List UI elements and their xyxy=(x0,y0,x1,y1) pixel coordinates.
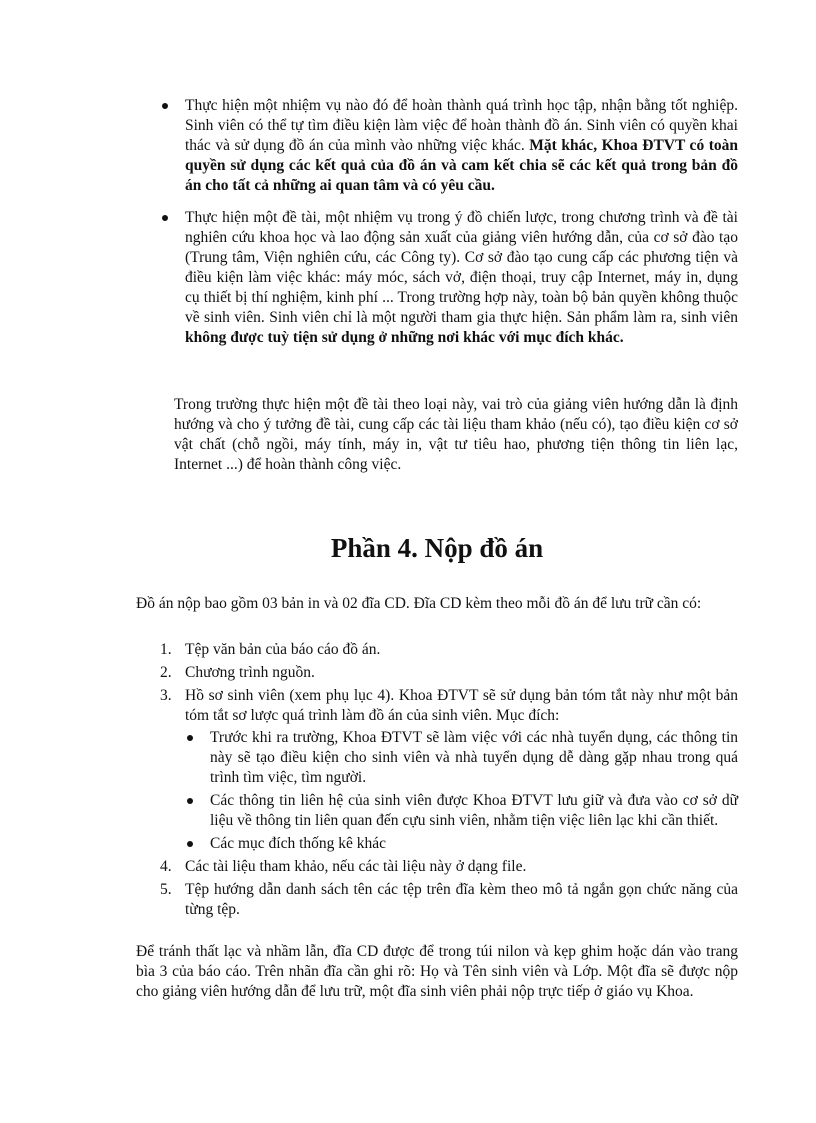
item-number: 5. xyxy=(160,881,172,898)
item-number: 1. xyxy=(160,641,172,658)
item-text: Tệp văn bản của báo cáo đồ án. xyxy=(185,641,381,658)
item-text: Hồ sơ sinh viên (xem phụ lục 4). Khoa ĐTVT sẽ sử dụng bản tóm tắt này như một bản tóm tắt sơ lược quá trình làm đồ án của sinh viên. Mục đích: xyxy=(185,687,738,724)
section-title: Phần 4. Nộp đồ án xyxy=(330,533,544,563)
bullet-dot-icon xyxy=(187,798,193,804)
item-number: 4. xyxy=(160,858,172,875)
sub-bullet-text: Các thông tin liên hệ của sinh viên được Khoa ĐTVT lưu giữ và đưa vào cơ sở dữ liệu về thông tin liên quan đến cựu sinh viên, nhằm tiện việc liên lạc khi cần thiết. xyxy=(210,792,738,829)
bullet-text: Thực hiện một nhiệm vụ nào đó để hoàn thành quá trình học tập, nhận bằng tốt nghiệp. Sinh viên có thể tự tìm điều kiện làm việc để hoàn thành đồ án. Sinh viên có quyền khai thác và sử dụng đồ án của mình vào những việc khác. xyxy=(185,97,738,154)
item-number: 3. xyxy=(160,687,172,704)
closing-paragraph: Để tránh thất lạc và nhầm lẫn, đĩa CD được để trong túi nilon và kẹp ghim hoặc dán vào trang bìa 3 của báo cáo. Trên nhãn đĩa cần ghi rõ: Họ và Tên sinh viên và Lớp. Một đĩa sẽ được nộp cho giảng viên hướng dẫn để lưu trữ, một đĩa sinh viên phải nộp trực tiếp ở giáo vụ Khoa. xyxy=(136,943,738,1000)
bullet-bold-text: không được tuỳ tiện sử dụng ở những nơi khác với mục đích khác. xyxy=(185,329,624,346)
item-text: Chương trình nguồn. xyxy=(185,664,315,681)
numbered-item xyxy=(160,686,738,854)
sub-bullet-text: Trước khi ra trường, Khoa ĐTVT sẽ làm việc với các nhà tuyển dụng, các thông tin này sẽ tạo điều kiện cho sinh viên và nhà tuyển dụng dễ dàng gặp nhau trong quá trình tìm việc, tìm người. xyxy=(210,729,738,786)
numbered-item xyxy=(160,663,738,683)
item-text: Tệp hướng dẫn danh sách tên các tệp trên đĩa kèm theo mô tả ngắn gọn chức năng của từng tệp. xyxy=(185,881,738,918)
purpose-sub-list xyxy=(185,728,738,854)
rights-bullet-list xyxy=(160,96,738,360)
bullet-item xyxy=(160,96,738,196)
item-number: 2. xyxy=(160,664,172,681)
bullet-dot-icon xyxy=(187,841,193,847)
item-text: Các tài liệu tham khảo, nếu các tài liệu này ở dạng file. xyxy=(185,858,527,875)
sub-bullet-item xyxy=(185,728,738,788)
bullet-dot-icon xyxy=(162,103,168,109)
bullet-text: Thực hiện một đề tài, một nhiệm vụ trong ý đồ chiến lược, trong chương trình và đề tài nghiên cứu khoa học và lao động sản xuất của giảng viên hướng dẫn, của cơ sở đào tạo (Trung tâm, Viện nghiên cứu, các Công ty). Cơ sở đào tạo cung cấp các phương tiện và điều kiện làm việc khác: máy móc, sách vở, điện thoại, truy cập Internet, máy in, dụng cụ thiết bị thí nghiệm, kinh phí ... Trong trường hợp này, toàn bộ bản quyền không thuộc về sinh viên. Sinh viên chỉ là một người tham gia thực hiện. Sản phẩm làm ra, sinh viên xyxy=(185,209,738,326)
bullet-bold-text: Mặt khác, Khoa ĐTVT có toàn quyền sử dụng các kết quả của đồ án và cam kết chia sẽ các kết quả trong bản đồ án cho tất cả những ai quan tâm và có yêu cầu. xyxy=(185,137,738,194)
numbered-item xyxy=(160,880,738,920)
sub-bullet-item xyxy=(185,834,738,854)
sub-bullet-item xyxy=(185,791,738,831)
cd-contents-list xyxy=(160,640,738,923)
supervisor-role-paragraph: Trong trường thực hiện một đề tài theo loại này, vai trò của giảng viên hướng dẫn là định hướng và cho ý tưởng đề tài, cung cấp các tài liệu tham khảo (nếu có), tạo điều kiện cơ sở vật chất (chỗ ngồi, máy tính, máy in, vật tư tiêu hao, phương tiện thông tin liên lạc, Internet ...) để hoàn thành công việc. xyxy=(174,396,738,473)
numbered-item xyxy=(160,640,738,660)
sub-bullet-text: Các mục đích thống kê khác xyxy=(210,835,387,852)
intro-paragraph: Đồ án nộp bao gồm 03 bản in và 02 đĩa CD. Đĩa CD kèm theo mỗi đồ án để lưu trữ cần có: xyxy=(136,595,702,612)
numbered-item xyxy=(160,857,738,877)
bullet-dot-icon xyxy=(187,735,193,741)
bullet-item xyxy=(160,208,738,348)
bullet-dot-icon xyxy=(162,215,168,221)
